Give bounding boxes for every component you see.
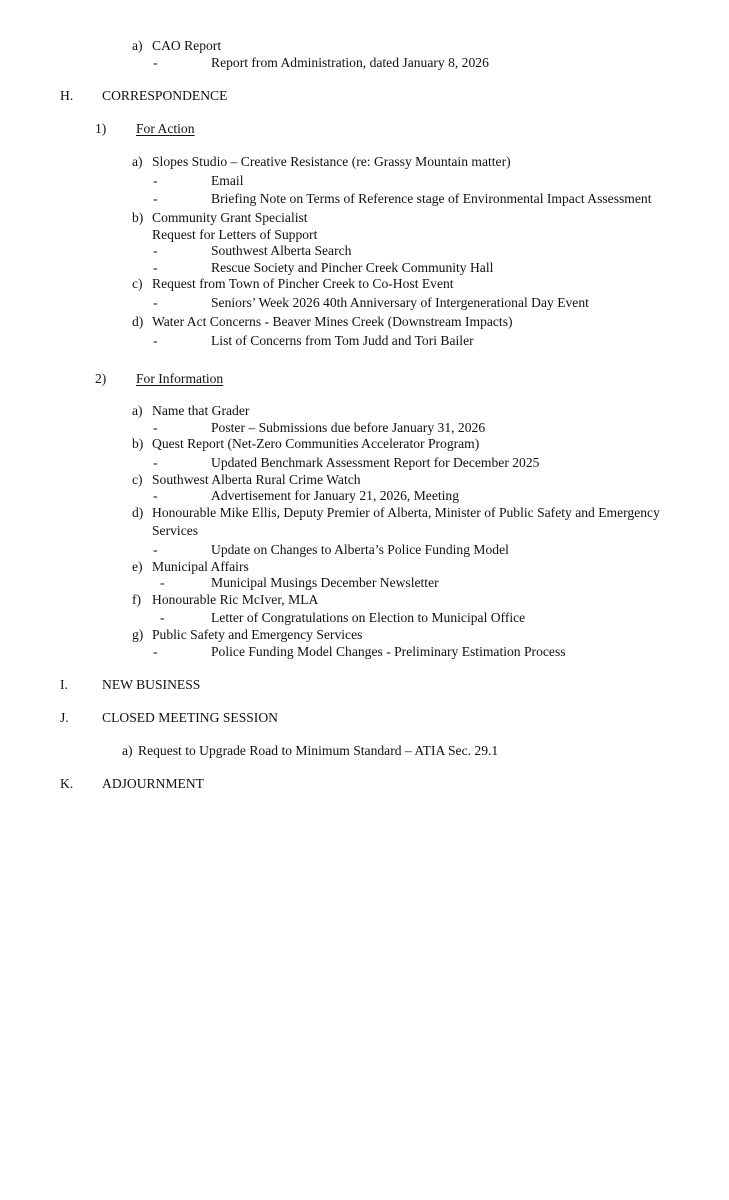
item-marker: g): [132, 627, 144, 642]
agenda-subitem: Update on Changes to Alberta’s Police Funding Model: [211, 542, 509, 557]
section-letter: J.: [60, 710, 69, 725]
agenda-item: Honourable Mike Ellis, Deputy Premier of Alberta, Minister of Public Safety and Emergency: [152, 505, 660, 520]
item-marker: a): [132, 403, 143, 418]
agenda-subitem: Police Funding Model Changes - Preliminary Estimation Process: [211, 644, 566, 659]
dash-bullet: -: [153, 55, 158, 70]
agenda-subitem: Municipal Musings December Newsletter: [211, 575, 439, 590]
agenda-subitem: Southwest Alberta Search: [211, 243, 352, 258]
dash-bullet: -: [153, 542, 158, 557]
item-marker: a): [132, 154, 143, 169]
agenda-subitem: Email: [211, 173, 244, 188]
item-marker: c): [132, 276, 143, 291]
dash-bullet: -: [153, 333, 158, 348]
item-marker: c): [132, 472, 143, 487]
subsection-title: For Action: [136, 121, 195, 136]
section-title: ADJOURNMENT: [102, 776, 204, 791]
dash-bullet: -: [153, 488, 158, 503]
item-marker: b): [132, 210, 144, 225]
agenda-item: Slopes Studio – Creative Resistance (re: Grassy Mountain matter): [152, 154, 511, 169]
subsection-title: For Information: [136, 371, 224, 386]
item-marker: a): [132, 38, 143, 53]
agenda-subitem: Rescue Society and Pincher Creek Community Hall: [211, 260, 494, 275]
item-marker: f): [132, 592, 142, 607]
subsection-number: 1): [95, 121, 107, 136]
dash-bullet: -: [160, 575, 165, 590]
item-marker: b): [132, 436, 144, 451]
agenda-item: Request from Town of Pincher Creek to Co-Host Event: [152, 276, 454, 291]
agenda-item-continuation: Request for Letters of Support: [152, 227, 318, 242]
agenda-subitem: Poster – Submissions due before January 31, 2026: [211, 420, 486, 435]
agenda-item: Water Act Concerns - Beaver Mines Creek (Downstream Impacts): [152, 314, 513, 329]
agenda-subitem: Seniors’ Week 2026 40th Anniversary of Intergenerational Day Event: [211, 295, 589, 310]
agenda-item: Southwest Alberta Rural Crime Watch: [152, 472, 361, 487]
agenda-item: Public Safety and Emergency Services: [152, 627, 363, 642]
dash-bullet: -: [153, 295, 158, 310]
item-marker: d): [132, 314, 144, 329]
section-title: CLOSED MEETING SESSION: [102, 710, 278, 725]
agenda-item: Municipal Affairs: [152, 559, 249, 574]
agenda-subitem: Report from Administration, dated January 8, 2026: [211, 55, 489, 70]
agenda-subitem: Advertisement for January 21, 2026, Meeting: [211, 488, 460, 503]
dash-bullet: -: [153, 420, 158, 435]
item-marker: d): [132, 505, 144, 520]
subsection-number: 2): [95, 371, 107, 386]
agenda-item: Honourable Ric McIver, MLA: [152, 592, 319, 607]
section-letter: I.: [60, 677, 68, 692]
dash-bullet: -: [153, 260, 158, 275]
agenda-item: CAO Report: [152, 38, 222, 53]
item-marker: e): [132, 559, 143, 574]
agenda-subitem: List of Concerns from Tom Judd and Tori Bailer: [211, 333, 474, 348]
agenda-subitem: Updated Benchmark Assessment Report for December 2025: [211, 455, 540, 470]
section-letter: H.: [60, 88, 74, 103]
agenda-item: Request to Upgrade Road to Minimum Standard – ATIA Sec. 29.1: [138, 743, 499, 758]
section-title: CORRESPONDENCE: [102, 88, 228, 103]
section-title: NEW BUSINESS: [102, 677, 201, 692]
dash-bullet: -: [153, 191, 158, 206]
dash-bullet: -: [160, 610, 165, 625]
dash-bullet: -: [153, 243, 158, 258]
dash-bullet: -: [153, 455, 158, 470]
section-letter: K.: [60, 776, 74, 791]
agenda-item: Quest Report (Net-Zero Communities Accelerator Program): [152, 436, 480, 451]
item-marker: a): [122, 743, 133, 758]
dash-bullet: -: [153, 173, 158, 188]
agenda-subitem: Briefing Note on Terms of Reference stage of Environmental Impact Assessment: [211, 191, 652, 206]
agenda-item: Name that Grader: [152, 403, 250, 418]
dash-bullet: -: [153, 644, 158, 659]
agenda-subitem: Letter of Congratulations on Election to Municipal Office: [211, 610, 526, 625]
agenda-item-continuation: Services: [152, 523, 199, 538]
agenda-item: Community Grant Specialist: [152, 210, 308, 225]
